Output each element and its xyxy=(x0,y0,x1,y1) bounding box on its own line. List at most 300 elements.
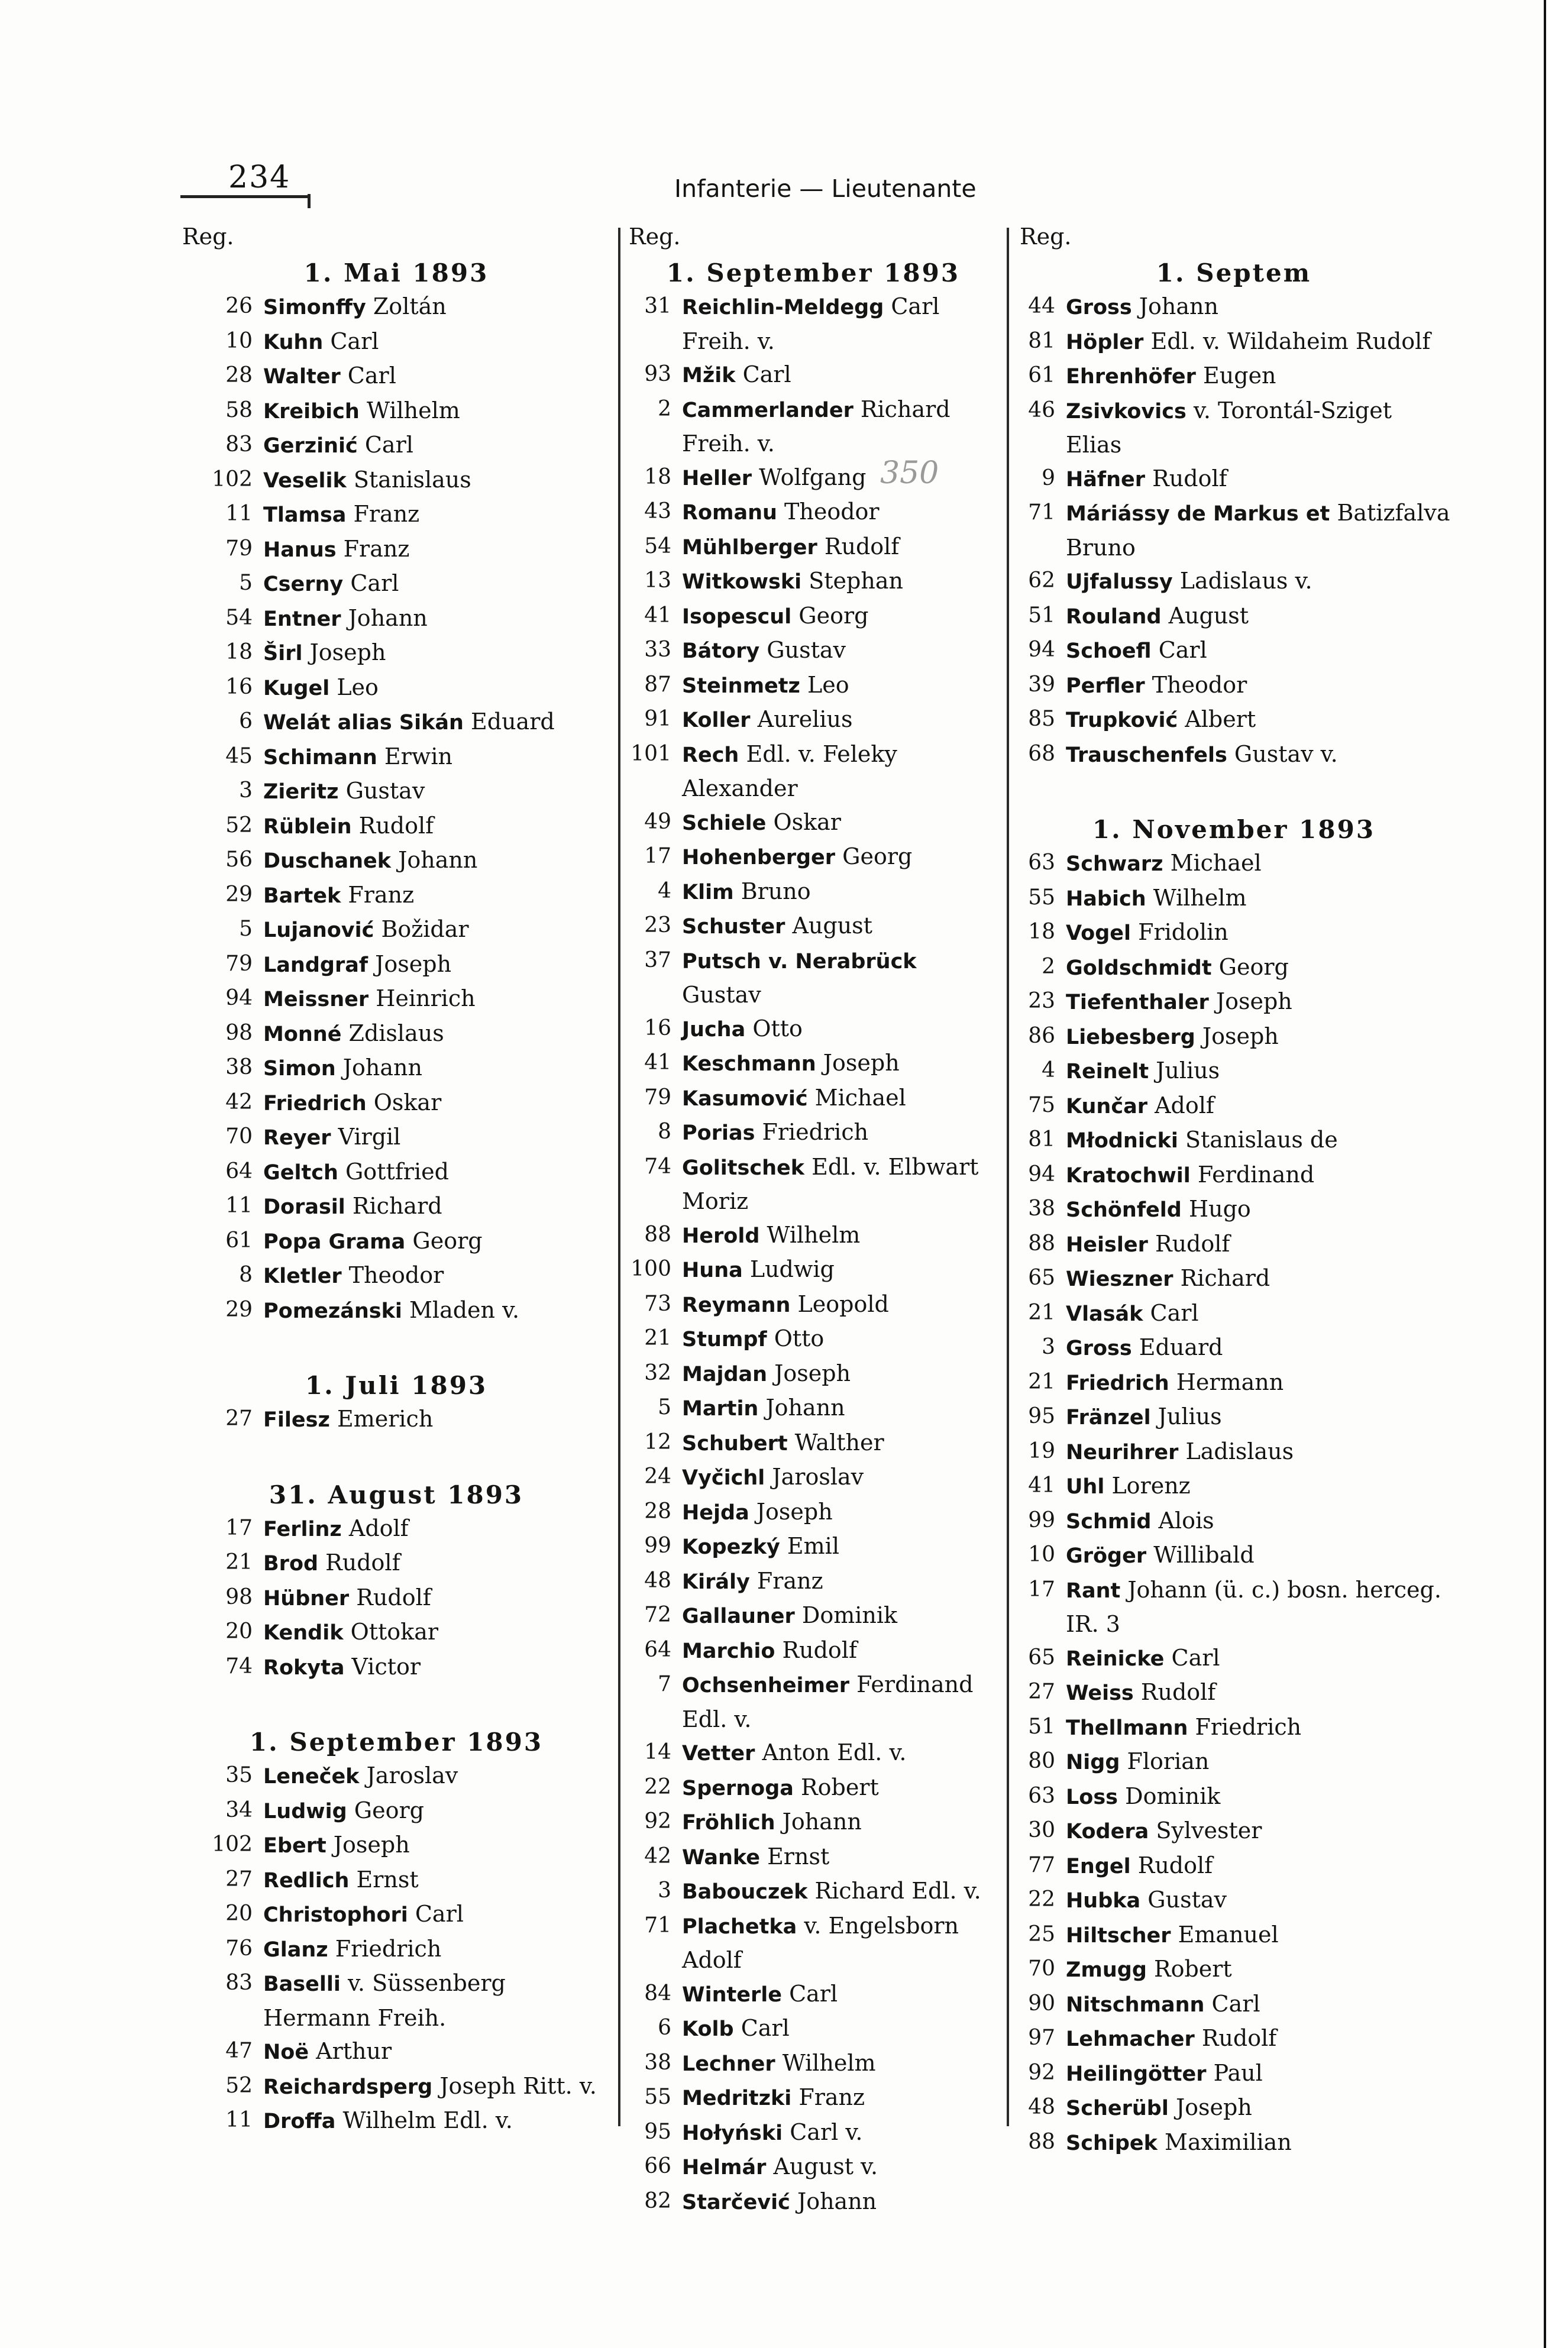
surname: Reinicke xyxy=(1066,1647,1165,1671)
list-item xyxy=(1015,496,1453,564)
regiment-number: 88 xyxy=(1028,1231,1055,1256)
surname: Nitschmann xyxy=(1066,1993,1205,2017)
surname: Lehmacher xyxy=(1066,2027,1195,2051)
given-name: Otto xyxy=(752,1015,803,1042)
surname: Noë xyxy=(263,2040,309,2064)
regiment-number: 101 xyxy=(631,741,671,766)
given-name: Otto xyxy=(774,1325,825,1351)
given-name: Stanislaus de xyxy=(1185,1127,1338,1153)
list-item xyxy=(177,1189,615,1224)
regiment-number: 45 xyxy=(225,743,253,768)
surname: Weiss xyxy=(1066,1681,1134,1705)
officer-name xyxy=(263,394,615,429)
surname: Monné xyxy=(263,1022,342,1046)
regiment-number: 2 xyxy=(1042,954,1055,979)
surname: Rokyta xyxy=(263,1655,345,1680)
list-item xyxy=(1015,1400,1453,1435)
regiment-number: 100 xyxy=(631,1257,671,1281)
given-name: Michael xyxy=(1170,850,1262,876)
officer-name xyxy=(682,840,1003,875)
regiment-number: 23 xyxy=(1028,989,1055,1013)
officer-name xyxy=(1066,1366,1453,1401)
list-item xyxy=(1015,1227,1453,1262)
given-name: Ferdinand Edl. v. xyxy=(682,1671,974,1732)
regiment-number: 16 xyxy=(644,1015,671,1040)
list-item xyxy=(177,1402,615,1437)
list-item xyxy=(624,703,1003,738)
officer-name xyxy=(263,428,615,463)
list-item xyxy=(1015,290,1453,325)
surname: Schimann xyxy=(263,745,377,769)
given-name: Franz xyxy=(798,2084,865,2110)
given-name: Joseph xyxy=(309,639,386,665)
regiment-number: 88 xyxy=(1028,2129,1055,2154)
list-item xyxy=(624,1012,1003,1047)
regiment-number: 28 xyxy=(225,363,253,387)
list-item xyxy=(624,1495,1003,1530)
list-item xyxy=(177,1017,615,1052)
list-item xyxy=(1015,1435,1453,1470)
regiment-number: 33 xyxy=(644,638,671,662)
list-item xyxy=(1015,1331,1453,1366)
list-item xyxy=(624,1529,1003,1564)
regiment-number: 94 xyxy=(1028,1162,1055,1186)
officer-name xyxy=(682,1634,1003,1668)
given-name: Jaroslav xyxy=(772,1464,864,1490)
officer-name xyxy=(682,1529,1003,1564)
list-item xyxy=(1015,2091,1453,2126)
list-item xyxy=(1015,394,1453,462)
given-name: August xyxy=(1168,602,1249,629)
surname: Zieritz xyxy=(263,780,339,804)
regiment-number: 52 xyxy=(225,813,253,837)
regiment-number: 48 xyxy=(644,1568,671,1593)
officer-name xyxy=(1066,1400,1453,1435)
given-name: v. Süssenberg Hermann Freih. xyxy=(263,1970,506,2031)
list-item xyxy=(177,947,615,982)
surname: Máriássy de Markus et xyxy=(1066,502,1330,526)
surname: Goldschmidt xyxy=(1066,956,1212,980)
officer-name xyxy=(682,495,1003,530)
list-item xyxy=(177,809,615,844)
given-name: Julius xyxy=(1158,1403,1222,1430)
list-item xyxy=(624,1391,1003,1426)
officer-name xyxy=(1066,599,1453,634)
list-item xyxy=(624,1599,1003,1634)
list-item xyxy=(624,1805,1003,1840)
list-item xyxy=(1015,1504,1453,1539)
list-item xyxy=(624,840,1003,875)
regiment-number: 18 xyxy=(225,640,253,664)
regiment-number: 7 xyxy=(658,1672,671,1696)
surname: Glanz xyxy=(263,1938,328,1962)
surname: Medritzki xyxy=(682,2087,792,2110)
section-heading: 1. November 1893 xyxy=(1092,815,1376,844)
officer-name xyxy=(263,567,615,601)
officer-name xyxy=(682,2116,1003,2150)
surname: Hübner xyxy=(263,1586,350,1610)
list-item xyxy=(177,774,615,809)
regiment-number: 83 xyxy=(225,432,253,457)
surname: Młodnicki xyxy=(1066,1129,1178,1153)
list-item xyxy=(624,2185,1003,2220)
list-item xyxy=(624,393,1003,461)
regiment-number: 84 xyxy=(644,1981,671,2006)
surname: Kletler xyxy=(263,1264,342,1288)
officer-name xyxy=(263,2104,615,2139)
list-item xyxy=(624,1460,1003,1495)
surname: Putsch v. Nerabrück xyxy=(682,949,917,974)
regiment-number: 86 xyxy=(1028,1023,1055,1048)
surname: Ochsenheimer xyxy=(682,1674,850,1697)
officer-name xyxy=(1066,950,1453,985)
surname: Rüblein xyxy=(263,814,352,839)
list-item xyxy=(177,1863,615,1898)
surname: Trupković xyxy=(1066,709,1178,732)
given-name: Heinrich xyxy=(376,985,476,1011)
given-name: Gustav xyxy=(682,982,761,1008)
regiment-number: 90 xyxy=(1028,1991,1055,2016)
given-name: Wilhelm xyxy=(366,397,460,423)
surname: Vogel xyxy=(1066,921,1131,945)
list-item xyxy=(1015,1262,1453,1296)
surname: Schmid xyxy=(1066,1509,1152,1534)
officer-name xyxy=(263,1155,615,1190)
surname: Reymann xyxy=(682,1293,791,1317)
given-name: Bruno xyxy=(741,878,811,904)
given-name: Gustav xyxy=(767,637,846,663)
regiment-number: 79 xyxy=(644,1085,671,1110)
given-name: Albert xyxy=(1185,706,1256,732)
officer-name xyxy=(1066,633,1453,668)
surname: Gerzinić xyxy=(263,434,358,458)
officer-name xyxy=(1066,1780,1453,1815)
regiment-number: 81 xyxy=(1028,328,1055,353)
given-name: Adolf xyxy=(348,1515,409,1541)
regiment-number: 47 xyxy=(225,2039,253,2063)
section-heading: 1. September 1893 xyxy=(666,258,961,287)
section-heading: 31. August 1893 xyxy=(269,1480,524,1509)
surname: Rech xyxy=(682,743,739,767)
officer-name xyxy=(263,1615,615,1650)
surname: Baselli xyxy=(263,1972,341,1996)
given-name: Eugen xyxy=(1203,363,1276,389)
regiment-number: 72 xyxy=(644,1603,671,1627)
surname: Perfler xyxy=(1066,674,1145,698)
pencil-annotation: 350 xyxy=(880,455,939,491)
regiment-number: 35 xyxy=(225,1763,253,1787)
officer-name xyxy=(682,1840,1003,1875)
given-name: Eduard xyxy=(471,709,555,735)
officer-name xyxy=(682,1426,1003,1461)
column-1 xyxy=(177,224,615,2139)
list-item xyxy=(177,601,615,636)
list-item xyxy=(624,1564,1003,1599)
regiment-number: 95 xyxy=(1028,1404,1055,1428)
officer-name xyxy=(263,1120,615,1155)
officer-name xyxy=(682,1081,1003,1116)
surname: Witkowski xyxy=(682,570,802,594)
given-name: Richard Freih. v. xyxy=(682,396,951,457)
given-name: v. Torontál-Sziget Elias xyxy=(1066,397,1392,458)
given-name: Božidar xyxy=(381,916,469,942)
given-name: Johann xyxy=(348,604,428,631)
given-name: Anton Edl. v. xyxy=(762,1739,907,1765)
regiment-number: 48 xyxy=(1028,2095,1055,2119)
list-item xyxy=(177,1828,615,1863)
surname: Hohenberger xyxy=(682,846,836,869)
given-name: Ottokar xyxy=(350,1619,439,1645)
surname: Porias xyxy=(682,1121,755,1145)
surname: Martin xyxy=(682,1397,759,1421)
list-item xyxy=(624,2150,1003,2185)
given-name: Carl xyxy=(789,1980,838,2007)
officer-name xyxy=(263,1017,615,1052)
officer-name xyxy=(1066,496,1453,564)
regiment-number: 95 xyxy=(644,2119,671,2144)
regiment-number: 16 xyxy=(225,674,253,699)
surname: Kreibich xyxy=(263,399,360,423)
surname: Brod xyxy=(263,1552,319,1576)
surname: Höpler xyxy=(1066,330,1144,354)
regiment-number: 80 xyxy=(1028,1749,1055,1773)
officer-name xyxy=(263,947,615,982)
given-name: Adolf xyxy=(1155,1092,1214,1118)
given-name: Eduard xyxy=(1139,1334,1223,1360)
list-item xyxy=(624,1668,1003,1736)
given-name: Erwin xyxy=(384,743,452,769)
given-name: Ernst xyxy=(356,1866,419,1893)
regiment-number: 21 xyxy=(225,1550,253,1574)
list-item xyxy=(177,1650,615,1685)
surname: Širl xyxy=(263,642,303,665)
officer-name xyxy=(263,843,615,878)
surname: Fröhlich xyxy=(682,1811,775,1835)
regiment-number: 22 xyxy=(1028,1887,1055,1912)
list-item xyxy=(1015,846,1453,881)
regiment-number: 54 xyxy=(225,605,253,630)
list-item xyxy=(177,671,615,706)
regiment-number: 38 xyxy=(225,1055,253,1079)
regiment-number: 55 xyxy=(644,2085,671,2109)
regiment-number: 99 xyxy=(644,1534,671,1558)
officer-name xyxy=(263,1051,615,1086)
officer-name xyxy=(1066,1745,1453,1780)
list-item xyxy=(177,1155,615,1190)
surname: Filesz xyxy=(263,1408,330,1432)
list-item xyxy=(177,567,615,601)
surname: Cserny xyxy=(263,573,344,596)
officer-name xyxy=(263,878,615,913)
regiment-number: 71 xyxy=(1028,500,1055,525)
regiment-number: 82 xyxy=(644,2188,671,2213)
list-item xyxy=(177,463,615,498)
list-item xyxy=(1015,668,1453,703)
surname: Liebesberg xyxy=(1066,1025,1195,1049)
surname: Loss xyxy=(1066,1785,1118,1809)
given-name: v. Engelsborn Adolf xyxy=(682,1912,959,1973)
regiment-number: 30 xyxy=(1028,1818,1055,1842)
officer-name xyxy=(682,1909,1003,1977)
given-name: Leo xyxy=(337,674,379,700)
officer-name xyxy=(682,1046,1003,1081)
regiment-number: 29 xyxy=(225,1297,253,1322)
list-item xyxy=(1015,1020,1453,1055)
surname: Vyčichl xyxy=(682,1466,765,1490)
list-item xyxy=(1015,1192,1453,1227)
given-name: Mladen v. xyxy=(409,1296,520,1323)
given-name: Virgil xyxy=(338,1124,401,1150)
regiment-number: 20 xyxy=(225,1619,253,1644)
regiment-number: 23 xyxy=(644,913,671,937)
regiment-number: 8 xyxy=(658,1120,671,1144)
list-item xyxy=(1015,1366,1453,1401)
given-name: Joseph xyxy=(756,1498,833,1525)
list-item xyxy=(624,2081,1003,2116)
list-item xyxy=(1015,2126,1453,2161)
regiment-number: 58 xyxy=(225,397,253,422)
officer-name xyxy=(682,1115,1003,1150)
surname: Thellmann xyxy=(1066,1716,1188,1740)
regiment-number: 5 xyxy=(239,571,253,595)
officer-name xyxy=(1066,1123,1453,1158)
list-item xyxy=(1015,1054,1453,1089)
officer-name xyxy=(682,1357,1003,1392)
given-name: Carl xyxy=(1150,1299,1199,1326)
officer-name xyxy=(682,909,1003,944)
reg-column-label: Reg. xyxy=(182,224,234,250)
list-item xyxy=(1015,738,1453,772)
surname: Zmugg xyxy=(1066,1958,1147,1982)
list-item xyxy=(624,1288,1003,1322)
given-name: Sylvester xyxy=(1156,1817,1262,1844)
officer-name xyxy=(263,913,615,947)
regiment-number: 31 xyxy=(644,294,671,318)
given-name: Carl v. xyxy=(790,2119,863,2145)
given-name: August v. xyxy=(773,2153,878,2179)
given-name: Johann xyxy=(797,2188,877,2214)
given-name: Edl. v. Feleky Alexander xyxy=(682,740,897,801)
regiment-number: 44 xyxy=(1028,294,1055,318)
officer-name xyxy=(263,1967,615,2035)
officer-name xyxy=(682,703,1003,738)
given-name: Dominik xyxy=(801,1602,898,1628)
regiment-number: 98 xyxy=(225,1020,253,1045)
officer-name xyxy=(263,1581,615,1616)
officer-name xyxy=(263,1828,615,1863)
surname: Bartek xyxy=(263,884,341,908)
surname: Mžik xyxy=(682,364,736,387)
surname: Reichlin-Meldegg xyxy=(682,296,884,319)
officer-name xyxy=(1066,325,1453,360)
given-name: Johann xyxy=(782,1809,862,1835)
page-edge xyxy=(1544,0,1568,2348)
column-3 xyxy=(1015,224,1453,2160)
surname: Gallauner xyxy=(682,1605,795,1628)
given-name: Franz xyxy=(756,1567,823,1594)
regiment-number: 98 xyxy=(225,1584,253,1609)
officer-name xyxy=(1066,359,1453,394)
officer-name xyxy=(1066,985,1453,1020)
surname: Droffa xyxy=(263,2110,336,2133)
surname: Jucha xyxy=(682,1017,746,1042)
given-name: Hermann xyxy=(1176,1369,1284,1395)
surname: Schubert xyxy=(682,1431,788,1456)
regiment-number: 93 xyxy=(644,362,671,386)
officer-name xyxy=(263,982,615,1017)
regiment-number: 17 xyxy=(225,1515,253,1540)
surname: Dorasil xyxy=(263,1195,345,1219)
regiment-number: 34 xyxy=(225,1797,253,1822)
regiment-number: 11 xyxy=(225,2108,253,2132)
given-name: Wilhelm xyxy=(767,1221,861,1248)
officer-name xyxy=(682,1460,1003,1495)
officer-name xyxy=(1066,1918,1453,1953)
officer-name xyxy=(682,2185,1003,2220)
given-name: Gustav xyxy=(345,778,425,804)
surname: Klim xyxy=(682,880,734,904)
surname: Schipek xyxy=(1066,2131,1158,2155)
list-item xyxy=(1015,1710,1453,1745)
list-item xyxy=(1015,1123,1453,1158)
surname: Hołyński xyxy=(682,2121,783,2145)
surname: Isopescul xyxy=(682,604,792,629)
regiment-number: 3 xyxy=(658,1878,671,1903)
officer-name xyxy=(682,1218,1003,1253)
regiment-number: 38 xyxy=(644,2050,671,2075)
officer-name xyxy=(263,1189,615,1224)
reg-column-label: Reg. xyxy=(629,224,681,250)
surname: Kodera xyxy=(1066,1820,1149,1844)
given-name: Johann xyxy=(342,1055,422,1081)
given-name: Carl xyxy=(742,361,791,387)
list-item xyxy=(624,290,1003,358)
surname: Landgraf xyxy=(263,953,368,977)
officer-name xyxy=(1066,668,1453,703)
officer-name xyxy=(263,1546,615,1581)
given-name: Hugo xyxy=(1188,1196,1251,1222)
regiment-number: 99 xyxy=(1028,1508,1055,1532)
regiment-number: 10 xyxy=(1028,1542,1055,1567)
regiment-number: 27 xyxy=(225,1867,253,1891)
regiment-number: 70 xyxy=(225,1124,253,1149)
surname: Hiltscher xyxy=(1066,1923,1171,1948)
officer-name xyxy=(263,290,615,325)
list-item xyxy=(624,358,1003,393)
regiment-number: 5 xyxy=(239,917,253,941)
surname: Schönfeld xyxy=(1066,1198,1182,1222)
regiment-number: 14 xyxy=(644,1740,671,1764)
officer-name xyxy=(682,1391,1003,1426)
surname: Kunčar xyxy=(1066,1094,1147,1118)
officer-name xyxy=(263,774,615,809)
officer-name xyxy=(1066,564,1453,599)
list-item xyxy=(177,878,615,913)
surname: Kratochwil xyxy=(1066,1163,1191,1188)
regiment-number: 3 xyxy=(1042,1335,1055,1359)
officer-name xyxy=(1066,1158,1453,1193)
regiment-number: 6 xyxy=(658,2016,671,2040)
given-name: Richard Edl. v. xyxy=(814,1878,981,1904)
surname: Uhl xyxy=(1066,1475,1105,1499)
regiment-number: 65 xyxy=(1028,1266,1055,1290)
officer-name xyxy=(1066,1987,1453,2022)
list-item xyxy=(624,806,1003,840)
given-name: Johann xyxy=(1139,293,1218,319)
list-item xyxy=(177,1615,615,1650)
given-name: Carl xyxy=(1211,1990,1260,2017)
list-item xyxy=(624,1426,1003,1461)
